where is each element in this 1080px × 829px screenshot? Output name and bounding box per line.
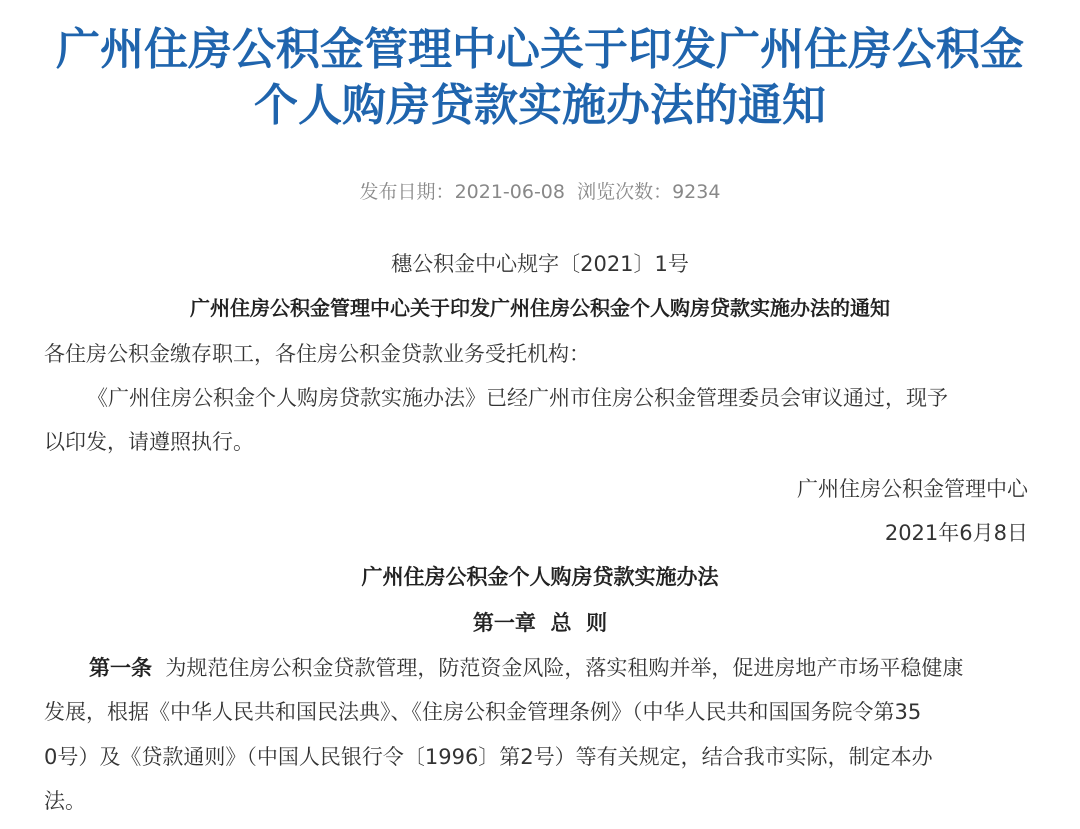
notice-title: 广州住房公积金管理中心关于印发广州住房公积金个人购房贷款实施办法的通知 (190, 296, 890, 320)
document-number: 穗公积金中心规字〔2021〕1号 (391, 252, 689, 276)
body-paragraph-line-1: 《广州住房公积金个人购房贷款实施办法》已经广州市住房公积金管理委员会审议通过，现予 (87, 386, 948, 410)
publish-date-label: 发布日期： (359, 181, 455, 203)
addressee: 各住房公积金缴存职工，各住房公积金贷款业务受托机构： (44, 342, 590, 366)
article-1-line-1 (89, 654, 963, 682)
sign-date: 2021年6月8日 (884, 521, 1028, 545)
page-title (0, 22, 1080, 134)
signer: 广州住房公积金管理中心 (797, 477, 1028, 501)
article-meta (0, 180, 1080, 204)
chapter-title: 第一章 总 则 (472, 611, 608, 635)
article-1-label: 第一条 (89, 656, 152, 680)
article-1-line-4: 法。 (44, 789, 86, 813)
view-count-label: 浏览次数： (577, 181, 673, 203)
regulation-title: 广州住房公积金个人购房贷款实施办法 (361, 565, 719, 589)
publish-date: 2021-06-08 (454, 181, 565, 203)
body-paragraph-line-2: 以印发，请遵照执行。 (44, 430, 254, 454)
article-1-text-1: 为规范住房公积金贷款管理，防范资金风险，落实租购并举，促进房地产市场平稳健康 (165, 656, 964, 680)
view-count: 9234 (672, 181, 721, 203)
page-title-line-2: 个人购房贷款实施办法的通知 (254, 80, 826, 131)
article-1-line-3: 0号）及《贷款通则》（中国人民银行令〔1996〕第2号）等有关规定，结合我市实际，制定本办 (44, 745, 933, 769)
article-1-line-2: 发展，根据《中华人民共和国民法典》、《住房公积金管理条例》（中华人民共和国国务院令第35 (44, 700, 922, 724)
page-title-line-1: 广州住房公积金管理中心关于印发广州住房公积金 (56, 24, 1024, 75)
